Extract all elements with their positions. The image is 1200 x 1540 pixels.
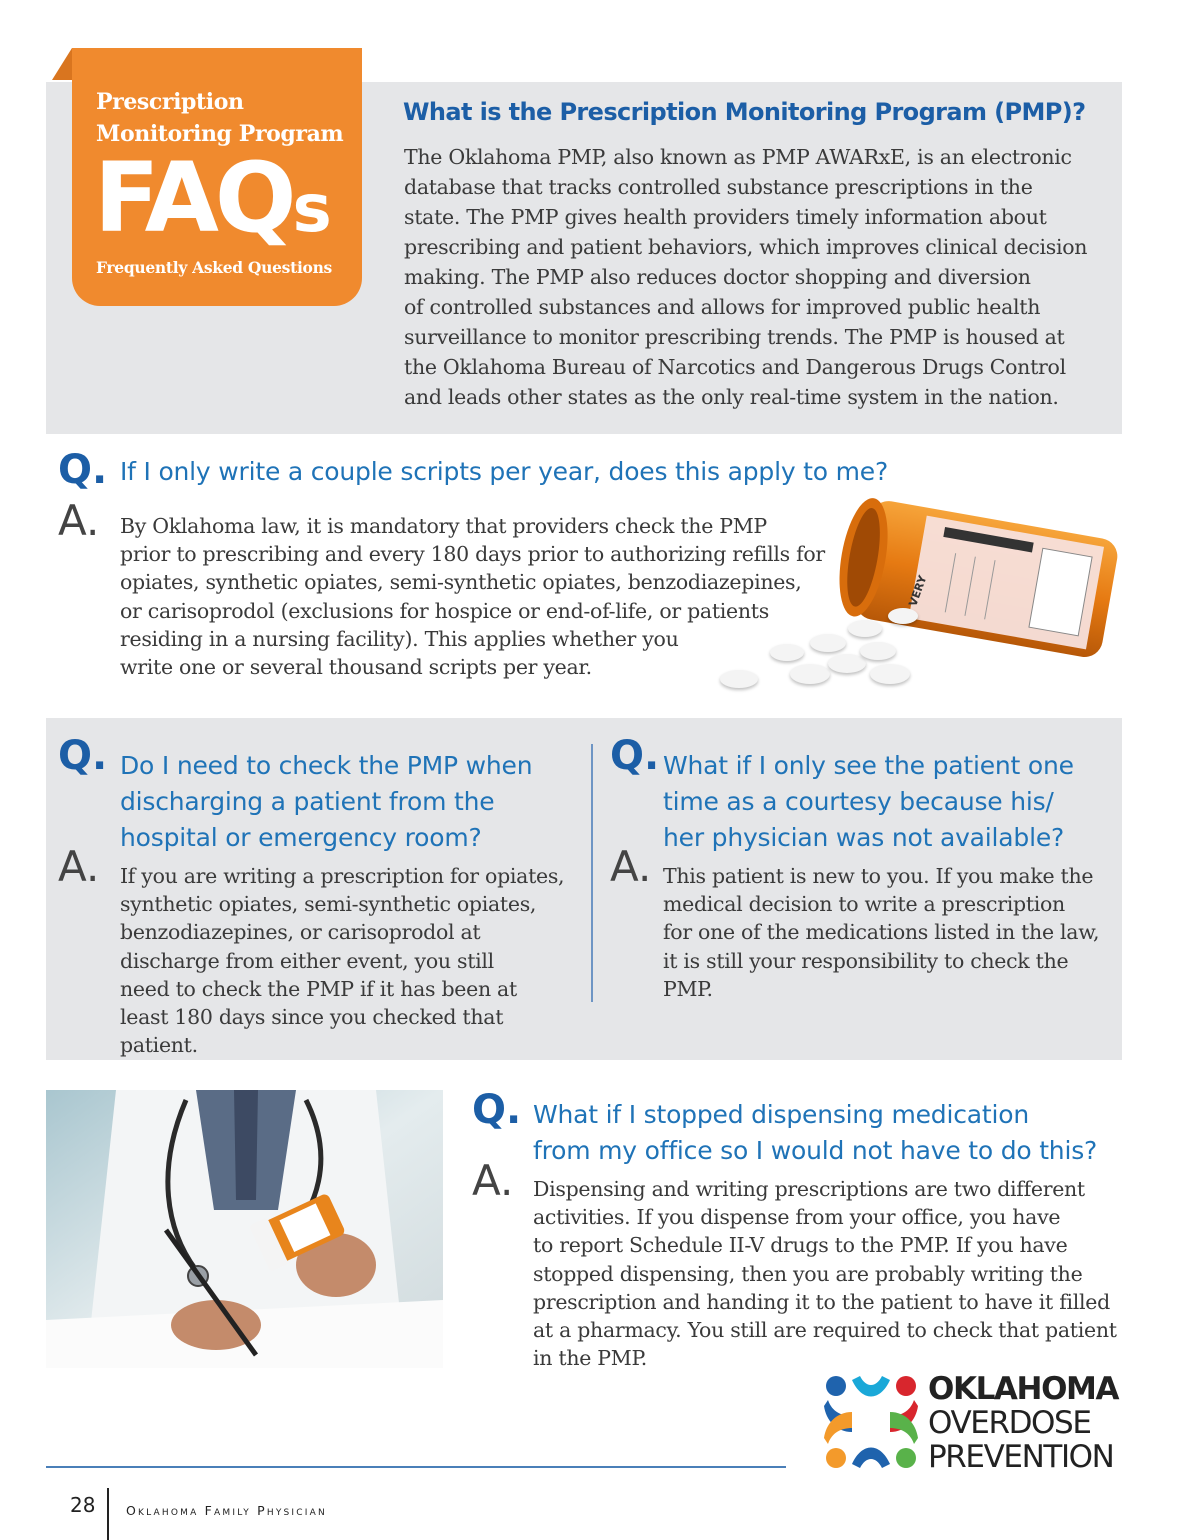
- badge-faqs: FAQs: [94, 142, 332, 254]
- people-circle-icon: [822, 1372, 920, 1472]
- faq4-answer: Dispensing and writing prescriptions are two different activities. If you dispense from your office, you have to report Schedule II-V drugs to the PMP. If you have stopped dispensing, then you are probably writing the prescription and handing it to the patient to have it filled at a pharmacy. You still are required to check that patient in the PMP.: [533, 1177, 1117, 1371]
- faq4-q-label: Q.: [472, 1087, 522, 1133]
- logo-line2: OVERDOSE: [928, 1405, 1091, 1441]
- badge-title: Prescription Monitoring Program: [96, 89, 344, 147]
- faq2-answer: If you are writing a prescription for opiates, synthetic opiates, semi-synthetic opiates, benzodiazepines, or carisoprodol at discharge from either event, you still need to check the PMP if it has been at least 180 days since you checked that patient.: [120, 864, 565, 1058]
- pill: [860, 642, 896, 660]
- doctor-photo: [46, 1090, 443, 1368]
- footer-divider: [107, 1488, 109, 1540]
- overdose-prevention-logo: [822, 1372, 1122, 1476]
- faq1-a-label: A.: [58, 496, 100, 545]
- faq2-a-label: A.: [58, 842, 100, 891]
- faq3-question: What if I only see the patient one time as a courtesy because his/ her physician was not available?: [663, 751, 1074, 852]
- pill-bottle-icon: [710, 498, 1130, 698]
- faq2-q-label: Q.: [58, 733, 108, 779]
- pill: [828, 654, 866, 673]
- faq-badge: [72, 48, 362, 306]
- intro-body: The Oklahoma PMP, also known as PMP AWARxE, is an electronic database that tracks controlled substance prescriptions in the state. The PMP gives health providers timely information about prescribing and patient behaviors, which improves clinical decision making. The PMP also reduces doctor shopping and diversion of controlled substances and allows for improved public health surveillance to monitor prescribing trends. The PMP is housed at the Oklahoma Bureau of Narcotics and Dangerous Drugs Control and leads other states as the only real-time system in the nation.: [404, 145, 1088, 409]
- pill: [848, 620, 882, 637]
- faq2-question: Do I need to check the PMP when discharging a patient from the hospital or emergency room?: [120, 751, 533, 852]
- page-number: 28: [70, 1493, 96, 1517]
- pill: [790, 664, 830, 684]
- pill: [810, 634, 846, 652]
- faq3-a-label: A.: [610, 842, 652, 891]
- publication-name: Oklahoma Family Physician: [126, 1503, 327, 1518]
- logo-line1: OKLAHOMA: [928, 1371, 1119, 1407]
- logo-line3: PREVENTION: [928, 1439, 1114, 1475]
- faq1-answer: By Oklahoma law, it is mandatory that providers check the PMP prior to prescribing and every 180 days prior to authorizing refills for opiates, synthetic opiates, semi-synthetic opiates, benzodiazepines, or carisoprodol (exclusions for hospice or end-of-life, or patients residing in a nursing facility). This applies whether you write one or several thousand scripts per year.: [120, 514, 825, 680]
- faq1-q-label: Q.: [58, 447, 108, 493]
- badge-fold: [52, 48, 72, 80]
- faq3-q-label: Q.: [610, 733, 660, 779]
- middle-divider: [591, 744, 593, 1002]
- intro-heading: What is the Prescription Monitoring Program (PMP)?: [403, 98, 1086, 126]
- pill: [888, 608, 918, 624]
- faq1-question: If I only write a couple scripts per year, does this apply to me?: [120, 457, 889, 486]
- faq4-a-label: A.: [472, 1156, 514, 1205]
- pill: [770, 644, 804, 661]
- pill: [870, 664, 910, 684]
- pill-bottle-image: [710, 498, 1130, 698]
- bottle-label-text: VERY: [906, 573, 930, 609]
- footer-rule: [46, 1466, 786, 1468]
- pill: [720, 670, 758, 688]
- doctor-writing-icon: [46, 1090, 443, 1368]
- badge-subtitle: Frequently Asked Questions: [96, 258, 332, 277]
- faq3-answer: This patient is new to you. If you make the medical decision to write a prescription for one of the medications listed in the law, it is still your responsibility to check the PMP.: [663, 864, 1100, 1001]
- faq4-question: What if I stopped dispensing medication from my office so I would not have to do this?: [533, 1100, 1098, 1165]
